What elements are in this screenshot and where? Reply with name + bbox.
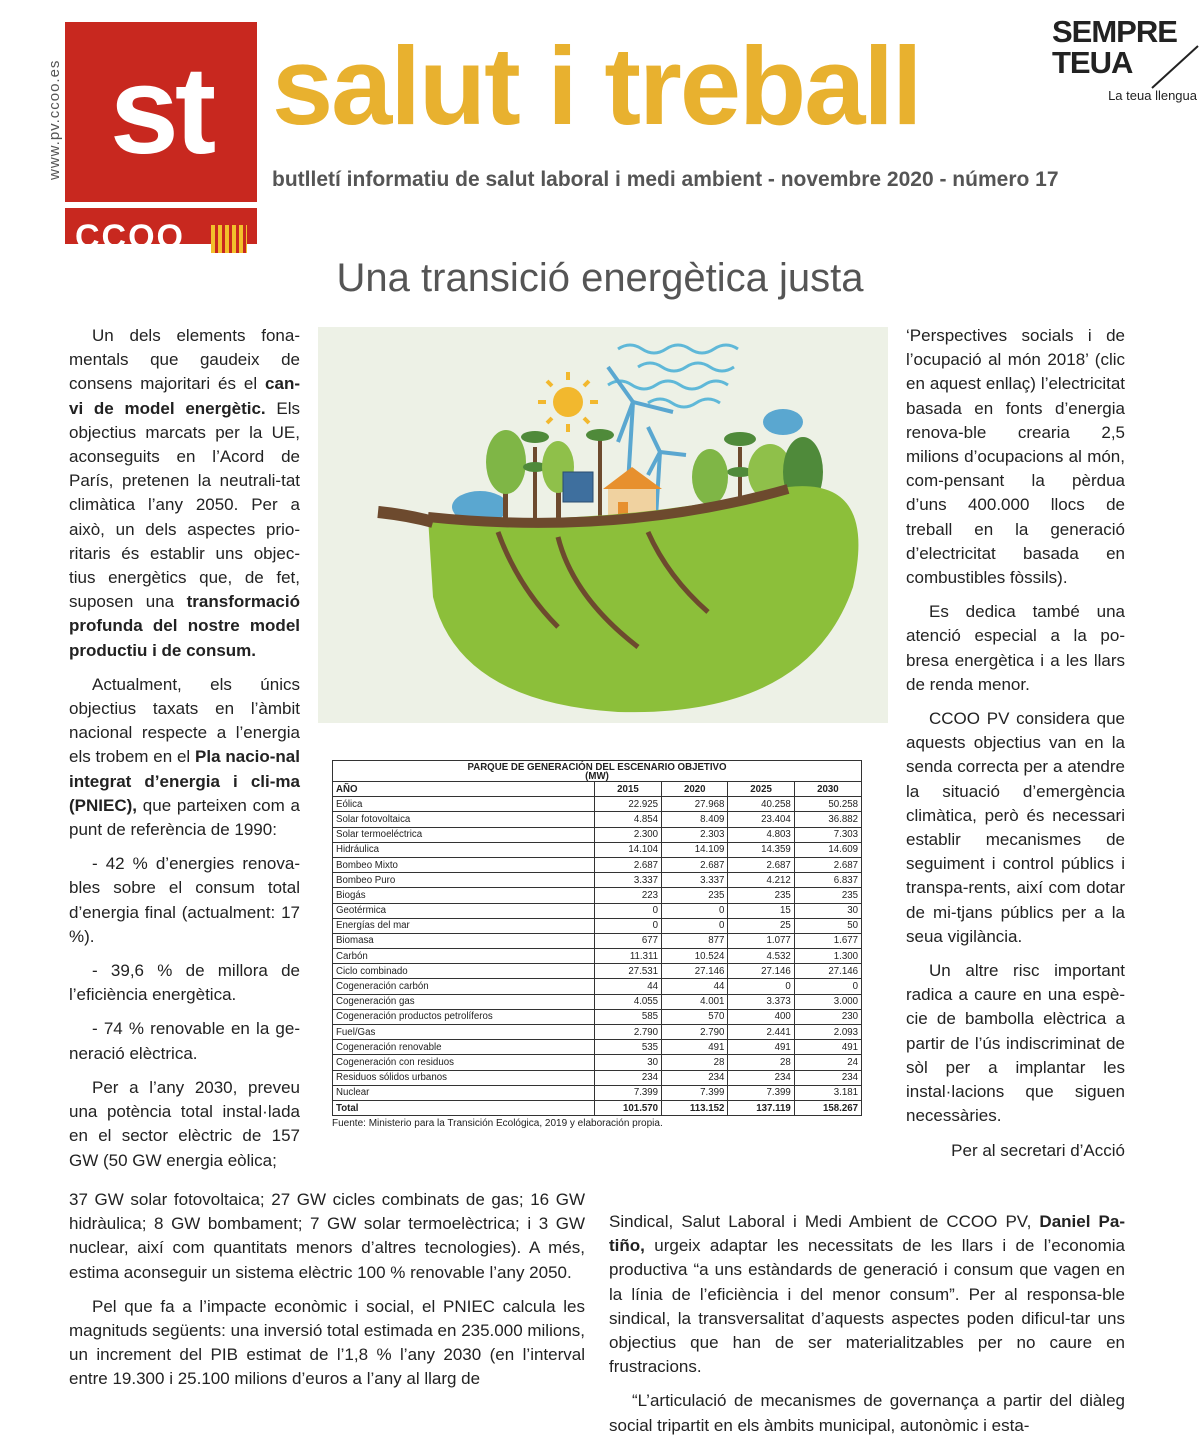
table-cell: 40.258: [728, 797, 794, 812]
table-cell: 570: [662, 1009, 728, 1024]
table-cell: 4.532: [728, 949, 794, 964]
table-row: [333, 842, 862, 857]
paragraph: Un dels elements fona-mentals que gaudeix de consens majoritari és el can-vi de model energètic. Els objectius marcats per la UE, aconseguits en l’Acord de París, pretenen la neutrali-tat climàtica l’any 2050. Per a això, un dels aspectes prio-ritaris és establir uns objec-tius energètics que, de fet, suposen una transformació profunda del nostre model productiu i de consum.: [69, 326, 301, 660]
table-cell: 27.968: [662, 797, 728, 812]
newsletter-subtitle: butlletí informatiu de salut laboral i medi ambient - novembre 2020 - número 17: [272, 168, 1059, 191]
table-cell: 0: [662, 903, 728, 918]
table-cell: Solar termoeléctrica: [333, 827, 595, 842]
table-row: [333, 903, 862, 918]
paragraph: Sindical, Salut Laboral i Medi Ambient de CCOO PV, Daniel Pa-tiño, urgeix adaptar les necessitats de les llars i de l’economia productiva “a uns estàndards de generació i consum que vagen en la línia de l’eficiència i del menor consum”. Per al responsa-ble sindical, la transversalitat d’aquests aspectes poden dificul-tar uns objectius que han de ser materialitzables per no caure en frustracions.: [609, 1212, 1125, 1377]
table-cell: 535: [594, 1040, 661, 1055]
table-title-text: PARQUE DE GENERACIÓN DEL ESCENARIO OBJETIVO: [467, 762, 727, 773]
table-cell: Total: [333, 1100, 595, 1115]
table-cell: 2.687: [794, 857, 861, 872]
table-cell: 6.837: [794, 873, 861, 888]
paragraph: “L’articulació de mecanismes de governança a partir del diàleg social tripartit en els àmbits municipal, autonòmic i esta-: [609, 1391, 1125, 1435]
table-row: [333, 1100, 862, 1115]
table-cell: 27.146: [794, 964, 861, 979]
table-header-cell: AÑO: [333, 782, 595, 797]
table-cell: 2.687: [594, 857, 661, 872]
table-cell: 27.146: [662, 964, 728, 979]
table-cell: 27.146: [728, 964, 794, 979]
paragraph: 37 GW solar fotovoltaica; 27 GW cicles combinats de gas; 16 GW hidràulica; 8 GW bombament; 7 GW solar termoelèctrica; i 3 GW nuclear, així com quantitats menors d’altres tecnologies). A més, estima aconseguir un sistema elèctric 100 % renovable l’any 2050.: [69, 1190, 585, 1282]
table-cell: 491: [662, 1040, 728, 1055]
table-cell: 27.531: [594, 964, 661, 979]
table-row: [333, 1025, 862, 1040]
table-cell: 50.258: [794, 797, 861, 812]
sempre-tagline: La teua llengua: [1108, 88, 1197, 103]
table-cell: Bombeo Puro: [333, 873, 595, 888]
table-cell: 2.093: [794, 1025, 861, 1040]
table-cell: 2.790: [594, 1025, 661, 1040]
table-cell: 113.152: [662, 1100, 728, 1115]
table-cell: 7.399: [662, 1085, 728, 1100]
table-cell: 235: [794, 888, 861, 903]
table-cell: 28: [662, 1055, 728, 1070]
sempre-teua-logo: [1052, 16, 1197, 103]
table-cell: Fuel/Gas: [333, 1025, 595, 1040]
table-cell: 25: [728, 918, 794, 933]
table-cell: Hidráulica: [333, 842, 595, 857]
table-cell: 2.687: [728, 857, 794, 872]
left-column: [69, 324, 300, 1183]
paragraph: ‘Perspectives socials i de l’ocupació al món 2018’ (clic en aquest enllaç) l’electricitat basada en fonts d’energia renova-ble crearia 2,5 milions d’ocupacions al món, com-pensant la pèrdua d’uns 400.000 llocs de treball en la generació d’electricitat basada en combustibles fòssils).: [906, 326, 1125, 588]
table-cell: Cogeneración renovable: [333, 1040, 595, 1055]
table-cell: 230: [794, 1009, 861, 1024]
table-row: [333, 933, 862, 948]
table-cell: Nuclear: [333, 1085, 595, 1100]
paragraph: Es dedica també una atenció especial a la po-bresa energètica i a les llars de renda menor.: [906, 602, 1125, 694]
table-cell: 36.882: [794, 812, 861, 827]
table-cell: 7.399: [728, 1085, 794, 1100]
table-cell: 14.109: [662, 842, 728, 857]
table-cell: 101.570: [594, 1100, 661, 1115]
table-cell: 8.409: [662, 812, 728, 827]
table-cell: 400: [728, 1009, 794, 1024]
table-cell: 4.803: [728, 827, 794, 842]
table-cell: Energías del mar: [333, 918, 595, 933]
table-cell: 235: [662, 888, 728, 903]
table-cell: 4.854: [594, 812, 661, 827]
table-cell: 30: [594, 1055, 661, 1070]
table-cell: 22.925: [594, 797, 661, 812]
paragraph: Per a l’any 2030, preveu una potència total instal·lada en el sector elèctric de 157 GW (50 GW energia eòlica;: [69, 1077, 300, 1170]
table-cell: Eólica: [333, 797, 595, 812]
table-cell: 0: [594, 918, 661, 933]
table-title: [332, 760, 862, 781]
table-cell: Biomasa: [333, 933, 595, 948]
table-cell: 15: [728, 903, 794, 918]
newsletter-title: salut i treball: [272, 25, 921, 148]
bottom-left-column: [69, 1188, 585, 1402]
table-cell: 7.399: [594, 1085, 661, 1100]
paragraph: CCOO PV considera que aquests objectius van en la senda correcta per a atendre la situació d’emergència climàtica, però és necessari establir mecanismes de seguiment i control públics i transpa-rents, així com dotar de mi-tjans públics per a la seua vigilància.: [906, 709, 1125, 946]
table-cell: 0: [728, 979, 794, 994]
website-url[interactable]: www.pv.ccoo.es: [46, 59, 63, 180]
table-cell: 2.441: [728, 1025, 794, 1040]
right-column: [906, 324, 1125, 1173]
table-row: [333, 964, 862, 979]
table-cell: Cogeneración gas: [333, 994, 595, 1009]
table-cell: 3.373: [728, 994, 794, 1009]
table-cell: Cogeneración productos petrolíferos: [333, 1009, 595, 1024]
table-cell: Geotérmica: [333, 903, 595, 918]
table-cell: 491: [728, 1040, 794, 1055]
table-cell: Solar fotovoltaica: [333, 812, 595, 827]
table-cell: 30: [794, 903, 861, 918]
table-cell: 14.359: [728, 842, 794, 857]
table-row: [333, 1055, 862, 1070]
table-cell: 24: [794, 1055, 861, 1070]
table-cell: 4.212: [728, 873, 794, 888]
table-header-cell: 2015: [594, 782, 661, 797]
table-row: [333, 1009, 862, 1024]
table-cell: 2.687: [662, 857, 728, 872]
table-row: [333, 1085, 862, 1100]
table-header-cell: 2020: [662, 782, 728, 797]
table-cell: 3.181: [794, 1085, 861, 1100]
bullet-item: - 42 % d’energies renova-bles sobre el consum total d’energia final (actualment: 17 %).: [69, 854, 300, 946]
table-cell: 28: [728, 1055, 794, 1070]
table-cell: 4.001: [662, 994, 728, 1009]
table-cell: Biogás: [333, 888, 595, 903]
sempre-slash-icon: [1130, 44, 1200, 90]
table-cell: 491: [794, 1040, 861, 1055]
article-headline: Una transició energètica justa: [336, 256, 864, 300]
table-row: [333, 979, 862, 994]
table-cell: 1.077: [728, 933, 794, 948]
paragraph: Actualment, els únics objectius taxats en l’àmbit nacional respecte a l’energia els trobem en el Pla nacio-nal integrat d’energia i cli-ma (PNIEC), que parteixen com a punt de referència de 1990:: [69, 674, 300, 840]
st-ccoo-logo: [65, 22, 257, 256]
table-cell: 11.311: [594, 949, 661, 964]
table-row: [333, 827, 862, 842]
logo-ccoo-text: CCOO: [75, 218, 185, 256]
table-row: [333, 1070, 862, 1085]
bullet-item: - 74 % renovable en la ge-neració elèctrica.: [69, 1019, 300, 1063]
table-header-cell: 2025: [728, 782, 794, 797]
table-cell: 234: [594, 1070, 661, 1085]
table-cell: 234: [728, 1070, 794, 1085]
table-cell: Residuos sólidos urbanos: [333, 1070, 595, 1085]
table-cell: 0: [594, 903, 661, 918]
table-cell: 234: [662, 1070, 728, 1085]
table-row: [333, 918, 862, 933]
table-cell: 158.267: [794, 1100, 861, 1115]
table-cell: 2.790: [662, 1025, 728, 1040]
table-cell: 2.303: [662, 827, 728, 842]
sempre-line1: SEMPRE: [1052, 14, 1177, 49]
table-cell: 7.303: [794, 827, 861, 842]
table-cell: 235: [728, 888, 794, 903]
table-cell: 4.055: [594, 994, 661, 1009]
table-row: [333, 857, 862, 872]
table-cell: 14.609: [794, 842, 861, 857]
table-cell: Cogeneración con residuos: [333, 1055, 595, 1070]
paragraph: Per al secretari d’Acció: [951, 1140, 1125, 1160]
table-cell: 3.337: [662, 873, 728, 888]
table-row: [333, 797, 862, 812]
table-cell: 50: [794, 918, 861, 933]
table-cell: 677: [594, 933, 661, 948]
generation-table: [332, 781, 862, 1116]
logo-stripes: [211, 225, 247, 253]
table-cell: 0: [662, 918, 728, 933]
table-cell: 877: [662, 933, 728, 948]
table-header-cell: 2030: [794, 782, 861, 797]
table-cell: 14.104: [594, 842, 661, 857]
table-source: Fuente: Ministerio para la Transición Ecológica, 2019 y elaboración propia.: [332, 1118, 663, 1130]
table-cell: 0: [794, 979, 861, 994]
table-cell: 1.300: [794, 949, 861, 964]
generation-table-figure: [332, 760, 862, 1129]
table-cell: 2.300: [594, 827, 661, 842]
table-cell: 23.404: [728, 812, 794, 827]
table-cell: 10.524: [662, 949, 728, 964]
table-cell: 585: [594, 1009, 661, 1024]
table-row: [333, 812, 862, 827]
table-unit: (MW): [585, 771, 609, 782]
table-cell: 137.119: [728, 1100, 794, 1115]
table-row: [333, 888, 862, 903]
sempre-line2: TEUA: [1052, 45, 1133, 80]
logo-divider: [65, 202, 257, 208]
table-cell: 44: [662, 979, 728, 994]
bottom-right-column: [609, 1210, 1125, 1448]
energy-transition-illustration: [318, 327, 888, 723]
table-cell: Bombeo Mixto: [333, 857, 595, 872]
table-cell: 3.000: [794, 994, 861, 1009]
table-row: [333, 949, 862, 964]
paragraph: Pel que fa a l’impacte econòmic i social, el PNIEC calcula les magnituds següents: una inversió total estimada en 235.000 milions, un increment del PIB estimat de l’1,8 % l’any 2030 (en l’interval entre 19.300 i 25.100 milions d’euros a l’any al llarg de: [69, 1296, 585, 1389]
table-cell: Carbón: [333, 949, 595, 964]
table-cell: Cogeneración carbón: [333, 979, 595, 994]
paragraph: Un altre risc important radica a caure en una espè-cie de bambolla elèctrica a partir de l’ús indiscriminat de sòl per a implantar les instal·lacions que siguen necessàries.: [906, 961, 1125, 1126]
table-cell: 234: [794, 1070, 861, 1085]
table-row: [333, 1040, 862, 1055]
logo-st-text: st: [109, 42, 213, 180]
table-cell: 223: [594, 888, 661, 903]
table-cell: 1.677: [794, 933, 861, 948]
bullet-item: - 39,6 % de millora de l’eficiència energètica.: [69, 961, 300, 1005]
table-cell: 3.337: [594, 873, 661, 888]
table-row: [333, 873, 862, 888]
table-cell: Ciclo combinado: [333, 964, 595, 979]
table-row: [333, 994, 862, 1009]
sun-icon: [538, 372, 598, 432]
table-cell: 44: [594, 979, 661, 994]
